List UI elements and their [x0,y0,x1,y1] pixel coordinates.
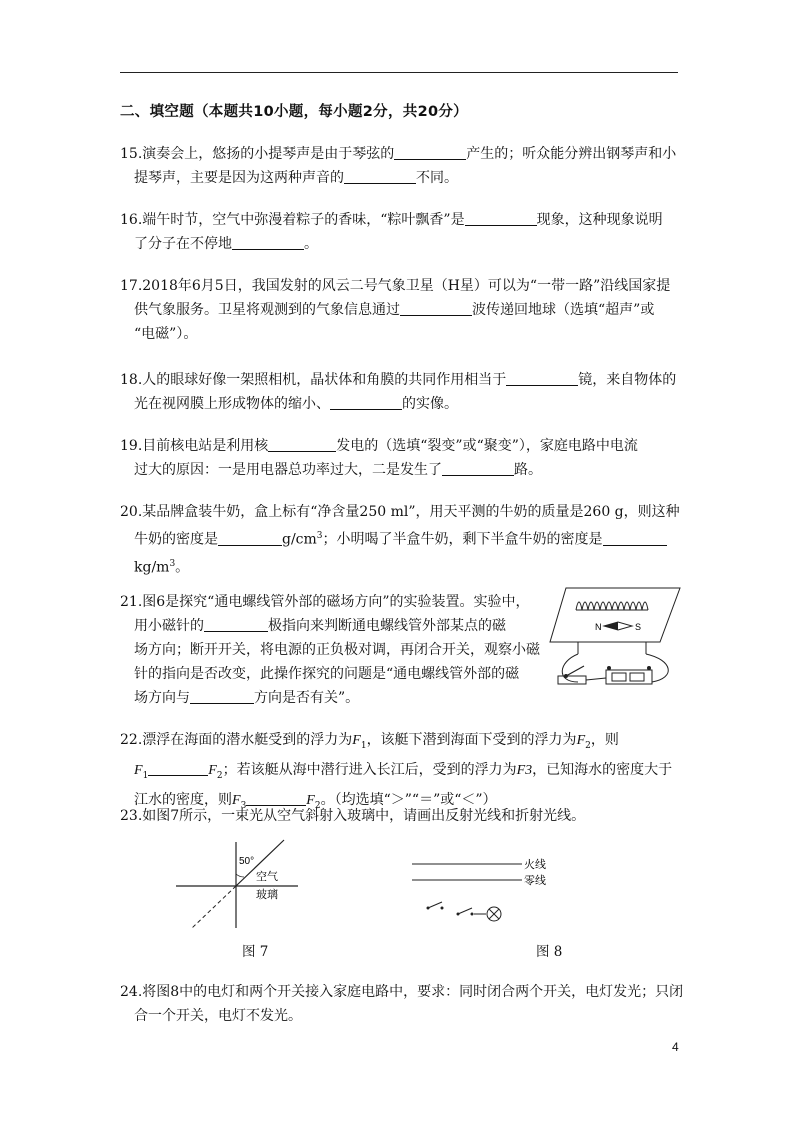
answer-blank[interactable] [400,301,472,316]
question-15: 15.演奏会上，悠扬的小提琴声是由于琴弦的 产生的；听众能分辨出钢琴声和小 提琴声，主要是因为这两种声音的 不同。 [120,146,677,186]
section-title: 二、填空题（本题共10小题，每小题2分，共20分） [120,104,468,120]
fig6-s-label: S [635,622,642,632]
figure-8-caption: 图 8 [536,944,563,960]
header-rule [120,72,678,73]
question-24: 24.将图8中的电灯和两个开关接入家庭电路中，要求：同时闭合两个开关，电灯发光；只闭 合一个开关，电灯不发光。 [120,984,684,1024]
live-wire-label: 火线 [524,858,546,871]
answer-blank[interactable] [190,689,254,704]
answer-blank[interactable] [148,761,208,776]
question-17: 17.2018年6月5日，我国发射的风云二号气象卫星（H星）可以为“一带一路”沿线国家提 供气象服务。卫星将观测到的气象信息通过 波传递回地球（选填“超声”或 “电磁”）。 [120,278,671,342]
switch-2-icon [457,908,474,916]
lamp-icon [487,907,501,921]
fig7-air-label: 空气 [256,870,278,883]
answer-blank[interactable] [232,235,304,250]
answer-blank[interactable] [330,395,402,410]
question-16: 16.端午时节，空气中弥漫着粽子的香味，“粽叶飘香”是 现象，这种现象说明 了分子在不停地 。 [120,212,663,252]
answer-blank[interactable] [442,461,514,476]
answer-blank[interactable] [344,169,416,184]
page-number: 4 [672,1040,679,1054]
question-19: 19.目前核电站是利用核 发电的（选填“裂变”或“聚变”），家庭电路中电流 过大的原因：一是用电器总功率过大，二是发生了 路。 [120,438,638,478]
answer-blank[interactable] [218,531,282,546]
question-23: 23.如图7所示，一束光从空气斜射入玻璃中，请画出反射光线和折射光线。 [120,808,586,824]
fig7-glass-label: 玻璃 [256,888,278,901]
answer-blank[interactable] [394,145,466,160]
answer-blank[interactable] [268,437,336,452]
answer-blank[interactable] [204,617,268,632]
figure-8-circuit [410,852,550,924]
switch-1-icon [427,902,444,910]
fig7-angle-label: 50° [239,856,255,867]
figure-7-caption: 图 7 [242,944,269,960]
answer-blank[interactable] [603,531,667,546]
question-20: 20.某品牌盒装牛奶，盒上标有“净含量250 ml”，用天平测的牛奶的质量是260 g，则这种 牛奶的密度是 $g/cm^3$；小明喝了半盒牛奶，剩下半盒牛奶的密度是 $kg/m^3$。 [120,504,680,576]
figure-6-solenoid-apparatus [548,582,682,700]
question-21: 21.图6是探究“通电螺线管外部的磁场方向”的实验装置。实验中， 用小磁针的 极指向来判断通电螺线管外部某点的磁 场方向；断开开关，将电源的正负极对调，再闭合开关，观察小磁 针的指向是否改变，此操作探究的问题是“通电螺线管外部的磁 场方向与 方向是否有关”。 [120,594,540,706]
fig6-n-label: N [595,622,602,632]
answer-blank[interactable] [506,371,578,386]
question-22: 22.漂浮在海面的潜水艇受到的浮力为$F_1$，该艇下潜到海面下受到的浮力为$F_2$，则 $F_1$ $F_2$；若该艇从海中潜行进入长江后，受到的浮力为F3，已知海水的密度大于 江水的密度，则$F_3$ $F_2$。（均选填“＞”“＝”或“＜”） [120,732,673,811]
question-18: 18.人的眼球好像一架照相机，晶状体和角膜的共同作用相当于 镜，来自物体的 光在视网膜上形成物体的缩小、 的实像。 [120,372,677,412]
figure-7-refraction [172,838,302,930]
neutral-wire-label: 零线 [524,874,546,887]
answer-blank[interactable] [465,211,537,226]
